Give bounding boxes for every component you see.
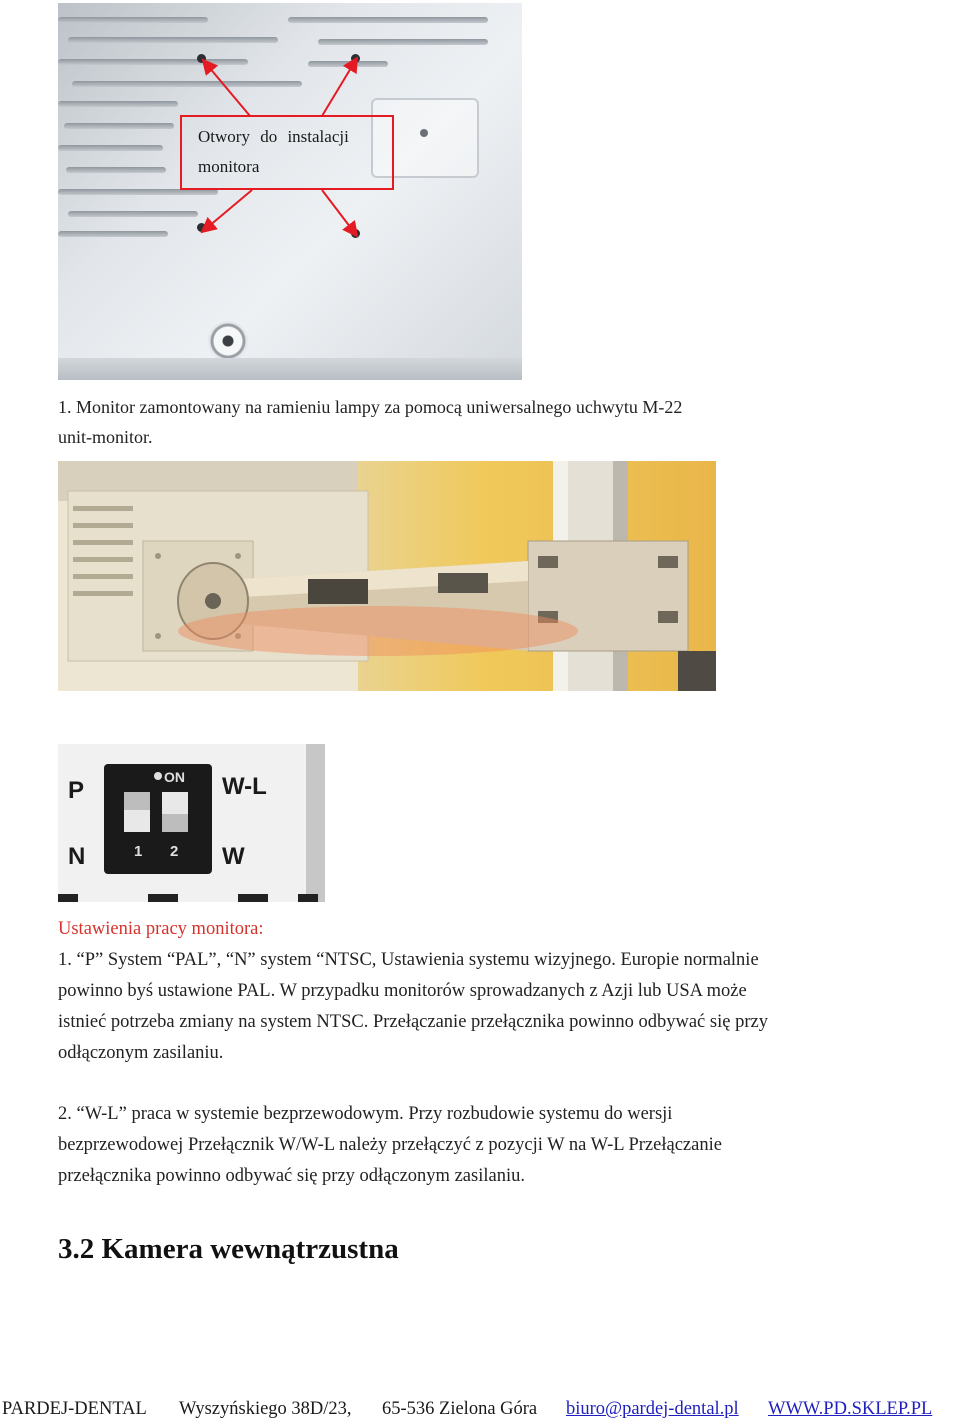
callout-label-continued: monitora xyxy=(198,157,260,176)
arrow-bottom-right xyxy=(322,190,357,236)
settings-p2-line: bezprzewodowej Przełącznik W/W-L należy przełączyć z pozycji W na W-L Przełączanie xyxy=(58,1135,722,1155)
footer-website-link[interactable]: WWW.PD.SKLEP.PL xyxy=(768,1399,933,1419)
section-heading: 3.2 Kamera wewnątrzustna xyxy=(58,1233,399,1265)
callout-arrows xyxy=(0,0,960,400)
switch-label-wl: W-L xyxy=(222,773,267,800)
settings-title: Ustawienia pracy monitora: xyxy=(58,919,264,939)
settings-p1-line: 1. “P” System “PAL”, “N” system “NTSC, Ustawienia systemu wizyjnego. Europie normalnie xyxy=(58,950,759,970)
arrow-bottom-left xyxy=(202,190,252,232)
switch-label-w: W xyxy=(222,843,245,870)
settings-p1-line: istnieć potrzeba zmiany na system NTSC. Przełączanie przełącznika powinno odbywać się przy xyxy=(58,1012,768,1032)
settings-p2-line: 2. “W-L” praca w systemie bezprzewodowym. Przy rozbudowie systemu do wersji xyxy=(58,1104,673,1124)
switch-label-2: 2 xyxy=(170,843,179,860)
settings-p1-line: odłączonym zasilaniu. xyxy=(58,1043,224,1063)
footer-company: PARDEJ-DENTAL xyxy=(2,1399,147,1419)
switch-label-on: ON xyxy=(164,769,185,785)
settings-p2-line: przełącznika powinno odbywać się przy odłączonym zasilaniu. xyxy=(58,1166,525,1186)
footer-city: 65-536 Zielona Góra xyxy=(382,1399,538,1419)
arrow-top-left xyxy=(203,60,250,116)
switch-label-n: N xyxy=(68,843,86,870)
switch-panel-photo xyxy=(58,744,325,902)
caption-line: 1. Monitor zamontowany na ramieniu lampy za pomocą uniwersalnego uchwytu M-22 xyxy=(58,397,683,417)
switch-label-p: P xyxy=(68,777,85,804)
caption-line: unit-monitor. xyxy=(58,427,153,447)
footer-address: Wyszyńskiego 38D/23, xyxy=(179,1399,352,1419)
footer-email-link[interactable]: biuro@pardej-dental.pl xyxy=(566,1399,739,1419)
monitor-arm-photo xyxy=(58,461,716,691)
arrow-top-right xyxy=(322,58,357,116)
switch-label-1: 1 xyxy=(134,843,143,860)
page-footer xyxy=(0,1396,960,1426)
callout-label: Otwory do instalacji xyxy=(198,127,349,146)
settings-p1-line: powinno byś ustawione PAL. W przypadku monitorów sprowadzanych z Azji lub USA może xyxy=(58,981,747,1001)
